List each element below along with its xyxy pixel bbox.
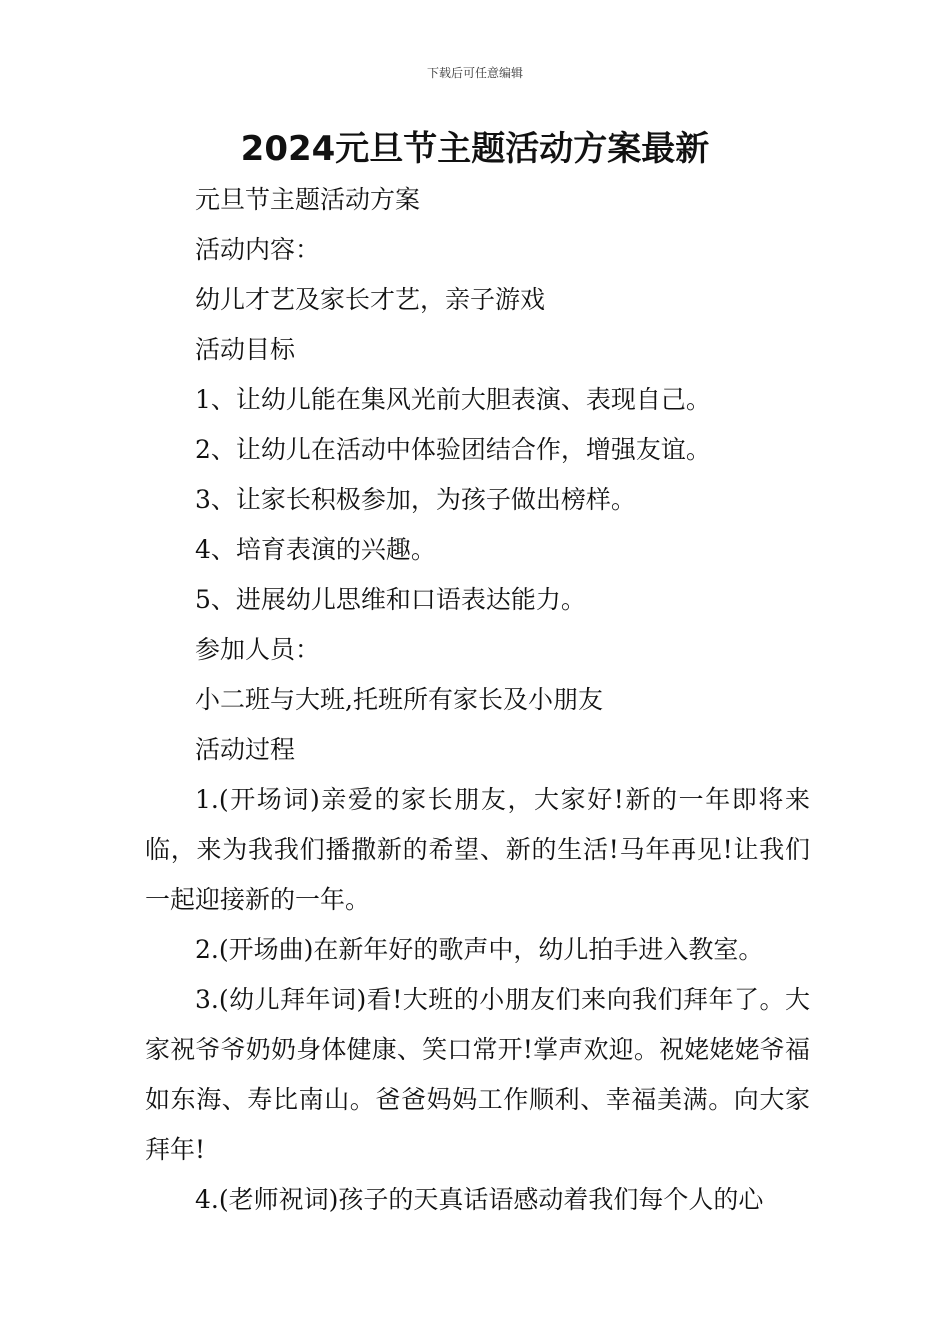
content-line: 幼儿才艺及家长才艺，亲子游戏 xyxy=(195,285,546,314)
document-body xyxy=(145,175,810,1225)
list-item: 2、让幼儿在活动中体验团结合作，增强友谊。 xyxy=(195,435,711,464)
section-heading: 元旦节主题活动方案 xyxy=(195,185,421,214)
paragraph: 1.(开场词)亲爱的家长朋友，大家好!新的一年即将来临，来为我我们播撒新的希望、新的生活!马年再见!让我们一起迎接新的一年。 xyxy=(145,785,810,914)
paragraph: 2.(开场曲)在新年好的歌声中，幼儿拍手进入教室。 xyxy=(195,935,764,964)
list-item: 3、让家长积极参加，为孩子做出榜样。 xyxy=(195,485,636,514)
list-item: 4、培育表演的兴趣。 xyxy=(195,535,436,564)
paragraph: 3.(幼儿拜年词)看!大班的小朋友们来向我们拜年了。大家祝爷爷奶奶身体健康、笑口常开!掌声欢迎。祝姥姥姥爷福如东海、寿比南山。爸爸妈妈工作顺利、幸福美满。向大家拜年! xyxy=(145,985,810,1164)
list-item: 5、进展幼儿思维和口语表达能力。 xyxy=(195,585,586,614)
document-title: 2024元旦节主题活动方案最新 xyxy=(240,129,710,169)
content-line: 小二班与大班,托班所有家长及小朋友 xyxy=(195,685,603,714)
section-heading: 活动过程 xyxy=(195,735,296,764)
list-item: 1、让幼儿能在集风光前大胆表演、表现自己。 xyxy=(195,385,711,414)
header-note: 下载后可任意编辑 xyxy=(426,66,523,80)
paragraph: 4.(老师祝词)孩子的天真话语感动着我们每个人的心 xyxy=(195,1185,764,1214)
section-heading: 活动内容： xyxy=(195,235,321,264)
section-heading: 活动目标 xyxy=(195,335,296,364)
section-heading: 参加人员： xyxy=(195,635,321,664)
